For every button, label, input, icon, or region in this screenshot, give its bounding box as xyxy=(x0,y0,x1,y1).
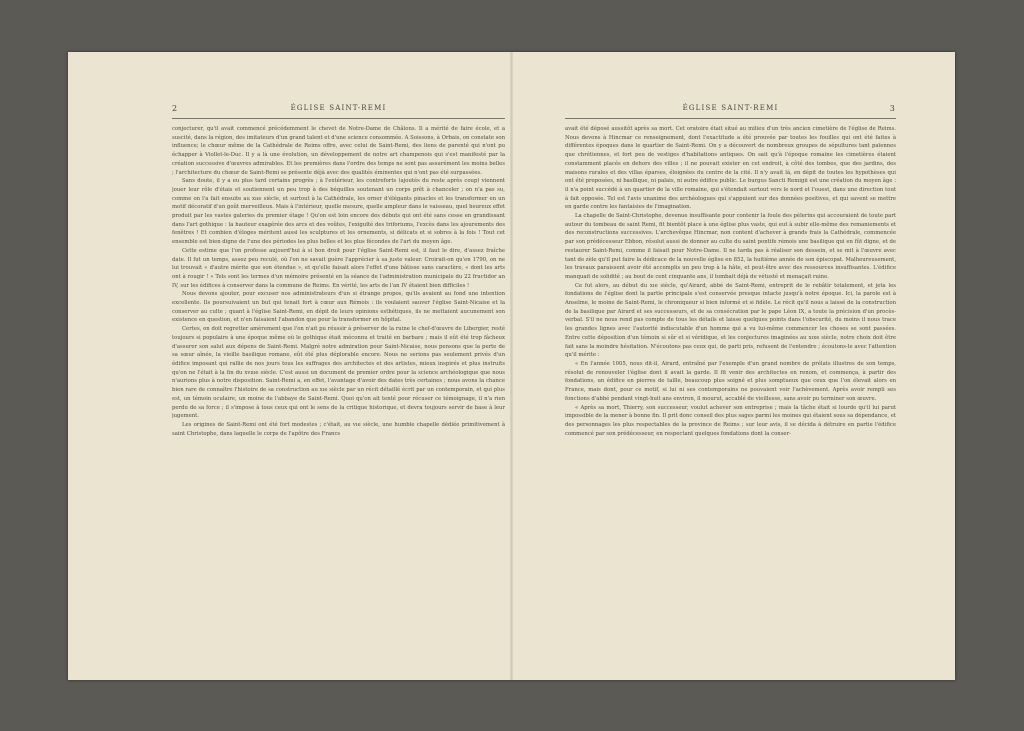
left-page-text xyxy=(172,125,505,665)
left-running-title: ÉGLISE SAINT-REMI xyxy=(290,104,387,112)
right-page-header xyxy=(565,104,896,116)
left-page-number: 2 xyxy=(172,104,179,113)
paragraph: avait été déposé aussitôt après sa mort. Cet oratoire était situé au milieu d'un très ancien cimetière de l'église de Reims. Nous devons à Hincmar ce renseignement, dont l'exactitude a été prouvée par toutes les fouilles qui ont été faites à différentes époques dans le quartier de Saint-Remi. On y a découvert de nombreux groupes de sépultures tant païennes que chrétiennes, et fort peu de vestiges d'habitations antiques. On sait qu'à l'époque romaine les cimetières étaient constamment placés en dehors des villes ; il ne pouvait exister en cet endroit, à côté des tombes, que des jardins, des maisons rurales et des villas éparses, éloignées du centre de la cité. Il n'y avait là, en dépit de toutes les hypothèses qui ont été proposées, ni basilique, ni palais, ni autre édifice public. Le burgus Sancti Remigii est une création du moyen âge : il n'a point succédé à un quartier de la ville romaine, qui s'étendait surtout vers le nord et l'ouest, dans une direction tout à fait opposée. Tel est l'avis unanime des archéologues qui s'appuient sur des données positives, et qui savent se mettre en garde contre les fantaisies de l'imagination. xyxy=(565,126,896,211)
paragraph: Sans doute, il y a eu plus tard certains progrès ; à l'extérieur, les contreforts (ajoutés du reste après coup) viennent jouer leur rôle d'étais et soutiennent un peu trop à des béquilles soutenant un corps prêt à chanceler ; on n'a pas su, comme on l'a fait ensuite au xııe siècle, et surtout à la Cathédrale, les orner d'élégants pinacles et les transformer en un motif décoratif d'un goût merveilleux. Mais à l'intérieur, quelle mesure, quelle ampleur dans le vaisseau, quel heureux effet produit par les vastes galeries du premier étage ! Qu'on est loin encore des débuts qui ont été sans cesse en grandissant dans l'art gothique : la hauteur exagérée des arcs et des voûtes, l'exiguïté des triforiums, l'excès dans les ajourements des fenêtres ! Et combien d'éloges méritent aussi les sculptures et les ornements, si délicats et si sobres à la fois ! Tout cet ensemble est bien digne de l'une des périodes les plus belles et les plus fécondes de l'art du moyen âge. xyxy=(172,178,505,246)
right-running-title: ÉGLISE SAINT-REMI xyxy=(682,104,779,112)
right-page-number: 3 xyxy=(889,104,896,113)
paragraph: « En l'année 1005, nous dit-il, Airard, entraîné par l'exemple d'un grand nombre de prélats illustres de son temps, résolut de renouveler l'église dont il avait la garde. Il fit venir des architectes en renom, et commença, à partir des fondations, un édifice en pierres de taille, beaucoup plus soigné et plus somptueux que ceux que l'on élevait alors en France, mais dont, pour ce motif, si lui ni ses contemporains ne pouvaient voir l'achèvement. Après avoir rempli ses fonctions d'abbé pendant vingt-huit ans environ, il mourut, accablé de vieillesse, sans avoir pu terminer son œuvre. xyxy=(565,360,896,402)
paragraph: conjecturer, qu'il avait commencé précédemment le chevet de Notre-Dame de Châlons. Il a mérité de faire école, et a suscité, dans la région, des imitateurs d'un grand talent et d'une science consommée. A Soissons, à Orbais, on constate son influence; le chœur même de la Cathédrale de Reims offre, avec celui de Saint-Remi, des liens de parenté qui n'ont pu échapper à Viollet-le-Duc. Il y a là une évolution, un développement de notre art champenois qui s'est manifesté par la création successive d'œuvres admirables. Et les premières dans l'ordre des temps ne sont pas assurément les moins belles ; l'architecture du chœur de Saint-Remi se présente déjà avec des qualités éminentes qui n'ont pas été surpassées. xyxy=(172,126,505,176)
paragraph: Certes, on doit regretter amèrement que l'on n'ait pu réussir à préserver de la ruine le chef-d'œuvre de Libergier, resté toujours si populaire à une époque même où le gothique était méconnu et traité en barbare ; mais il eût été trop fâcheux d'assurer son salut aux dépens de Saint-Remi. Malgré notre admiration pour Saint-Nicaise, nous pensons que la perte de sa sœur aînée, la vieille basilique romane, eût été plus déplorable encore. Nous ne serions pas seulement privés d'un édifice imposant qui rallie de nos jours tous les suffrages des architectes et des artistes, mieux inspirés et plus instruits qu'on ne l'était à la fin du xvıııe siècle. C'est aussi un document de premier ordre pour la science archéologique que nous n'aurions plus à notre disposition. Saint-Remi a, en effet, l'avantage d'avoir des dates très certaines ; nous avons la chance bien rare de connaître l'histoire de sa construction au xıe siècle par un récit détaillé écrit par un contemporain, et qui plus est, un témoin oculaire, un moine de l'abbaye de Saint-Remi. Quoi qu'on ait tenté pour récuser ce témoignage, il n'a rien perdu de sa force ; il s'impose à tous ceux qui ont le sens de la critique historique, et devra toujours servir de base à leur jugement. xyxy=(172,326,505,420)
left-page xyxy=(172,52,505,680)
paragraph: Nous devons ajouter, pour excuser nos administrateurs d'un si étrange propos, qu'ils avaient au fond une intention excellente. Ils poursuivaient un but qui tenait fort à cœur aux Rémois : ils voulaient sauver l'église Saint-Nicaise et la conserver au culte ; quant à l'église Saint-Remi, en dépit de leurs opinions esthétiques, ils ne mettaient aucunement son existence en question, et n'en faisaient l'abandon que pour la transformer en hôpital. xyxy=(172,291,505,324)
book-spread xyxy=(68,52,955,680)
left-header-rule xyxy=(172,118,505,119)
paragraph: Cette estime que l'on professe aujourd'hui à si bon droit pour l'église Saint-Remi est, il faut le dire, d'assez fraîche date. Il fut un temps, assez peu reculé, où l'on ne savait guère l'apprécier à sa juste valeur. Croirait-on qu'en 1790, on ne lui trouvait « d'autre mérite que son étendue », et qu'elle faisait alors l'effet d'une bâtisse sans caractère, « dont les arts ont à rougir ! » Tels sont les termes d'un mémoire présenté en la séance de l'administration municipale du 22 fructidor an IV, sur les édifices à conserver dans la commune de Reims. En vérité, les arts de l'an IV étaient bien difficiles ! xyxy=(172,247,505,289)
right-page-text xyxy=(565,125,896,665)
page-fold xyxy=(510,52,513,680)
paragraph: « Après sa mort, Thierry, son successeur, voulut achever son entreprise ; mais la tâche était si lourde qu'il lui parut impossible de la mener à bonne fin. Il prit donc conseil des plus sages parmi les moines qui étaient sous sa dépendance, et des personnages les plus respectables de la province de Reims ; sur leur avis, il se décida à détruire en partie l'édifice commencé par son prédécesseur, en respectant quelques fondations dont la conser- xyxy=(565,404,896,437)
paragraph: La chapelle de Saint-Christophe, devenue insuffisante pour contenir la foule des pèlerins qui accouraient de toute part autour du tombeau de saint Remi, fit bientôt place à une église plus vaste, qui eut à subir elle-même des remaniements et des reconstructions successives. L'archevêque Hincmar, non content d'achever à grands frais la Cathédrale, commencée par son prédécesseur Ebbon, résolut aussi de donner au culte du saint pontife rémois une basilique qui en fût digne, et de restaurer Saint-Remi, comme il faisait pour Notre-Dame. Il ne tarda pas à réaliser son dessein, et se mit à l'œuvre avec tant de zèle qu'il put faire la dédicace de la nouvelle église en 852, la huitième année de son épiscopat. Malheureusement, les travaux paraissent avoir été accomplis un peu trop à la hâte, et peut-être avec des ressources insuffisantes. L'édifice manquait de solidité ; au bout de cent cinquante ans, il tombait déjà de vétusté et menaçait ruine. xyxy=(565,213,896,280)
right-header-rule xyxy=(565,118,896,119)
right-page xyxy=(565,52,896,680)
paragraph: Ce fut alors, au début du xıe siècle, qu'Airard, abbé de Saint-Remi, entreprit de le rebâtir totalement, et jeta les fondations de l'église dont la partie principale s'est conservée presque intacte jusqu'à notre époque. Ici, la parole est à Anselme, le moine de Saint-Remi, le chroniqueur si bien informé et si fidèle. Le récit qu'il nous a laissé de la construction de la basilique par Airard et ses successeurs, et de sa consécration par le pape Léon IX, a toute la précision d'un procès-verbal. S'il ne nous rend pas compte de tous les détails et laisse quelques points dans l'obscurité, du moins il nous trace les grandes lignes avec l'autorité indiscutable d'un homme qui a vu lui-même commencer les choses se sont passées. Entre cette déposition d'un témoin si sûr et si véridique, et les conjectures imaginées au xıxe siècle, notre choix doit être fait sans la moindre hésitation. N'écoutons pas ceux qui, de parti pris, refusent de l'entendre ; écoutons-le avec l'attention qu'il mérite : xyxy=(565,282,896,359)
left-page-header xyxy=(172,104,505,116)
paragraph: Les origines de Saint-Remi ont été fort modestes ; c'était, au vıe siècle, une humble chapelle dédiée primitivement à saint Christophe, dans laquelle le corps de l'apôtre des Francs xyxy=(172,421,505,437)
